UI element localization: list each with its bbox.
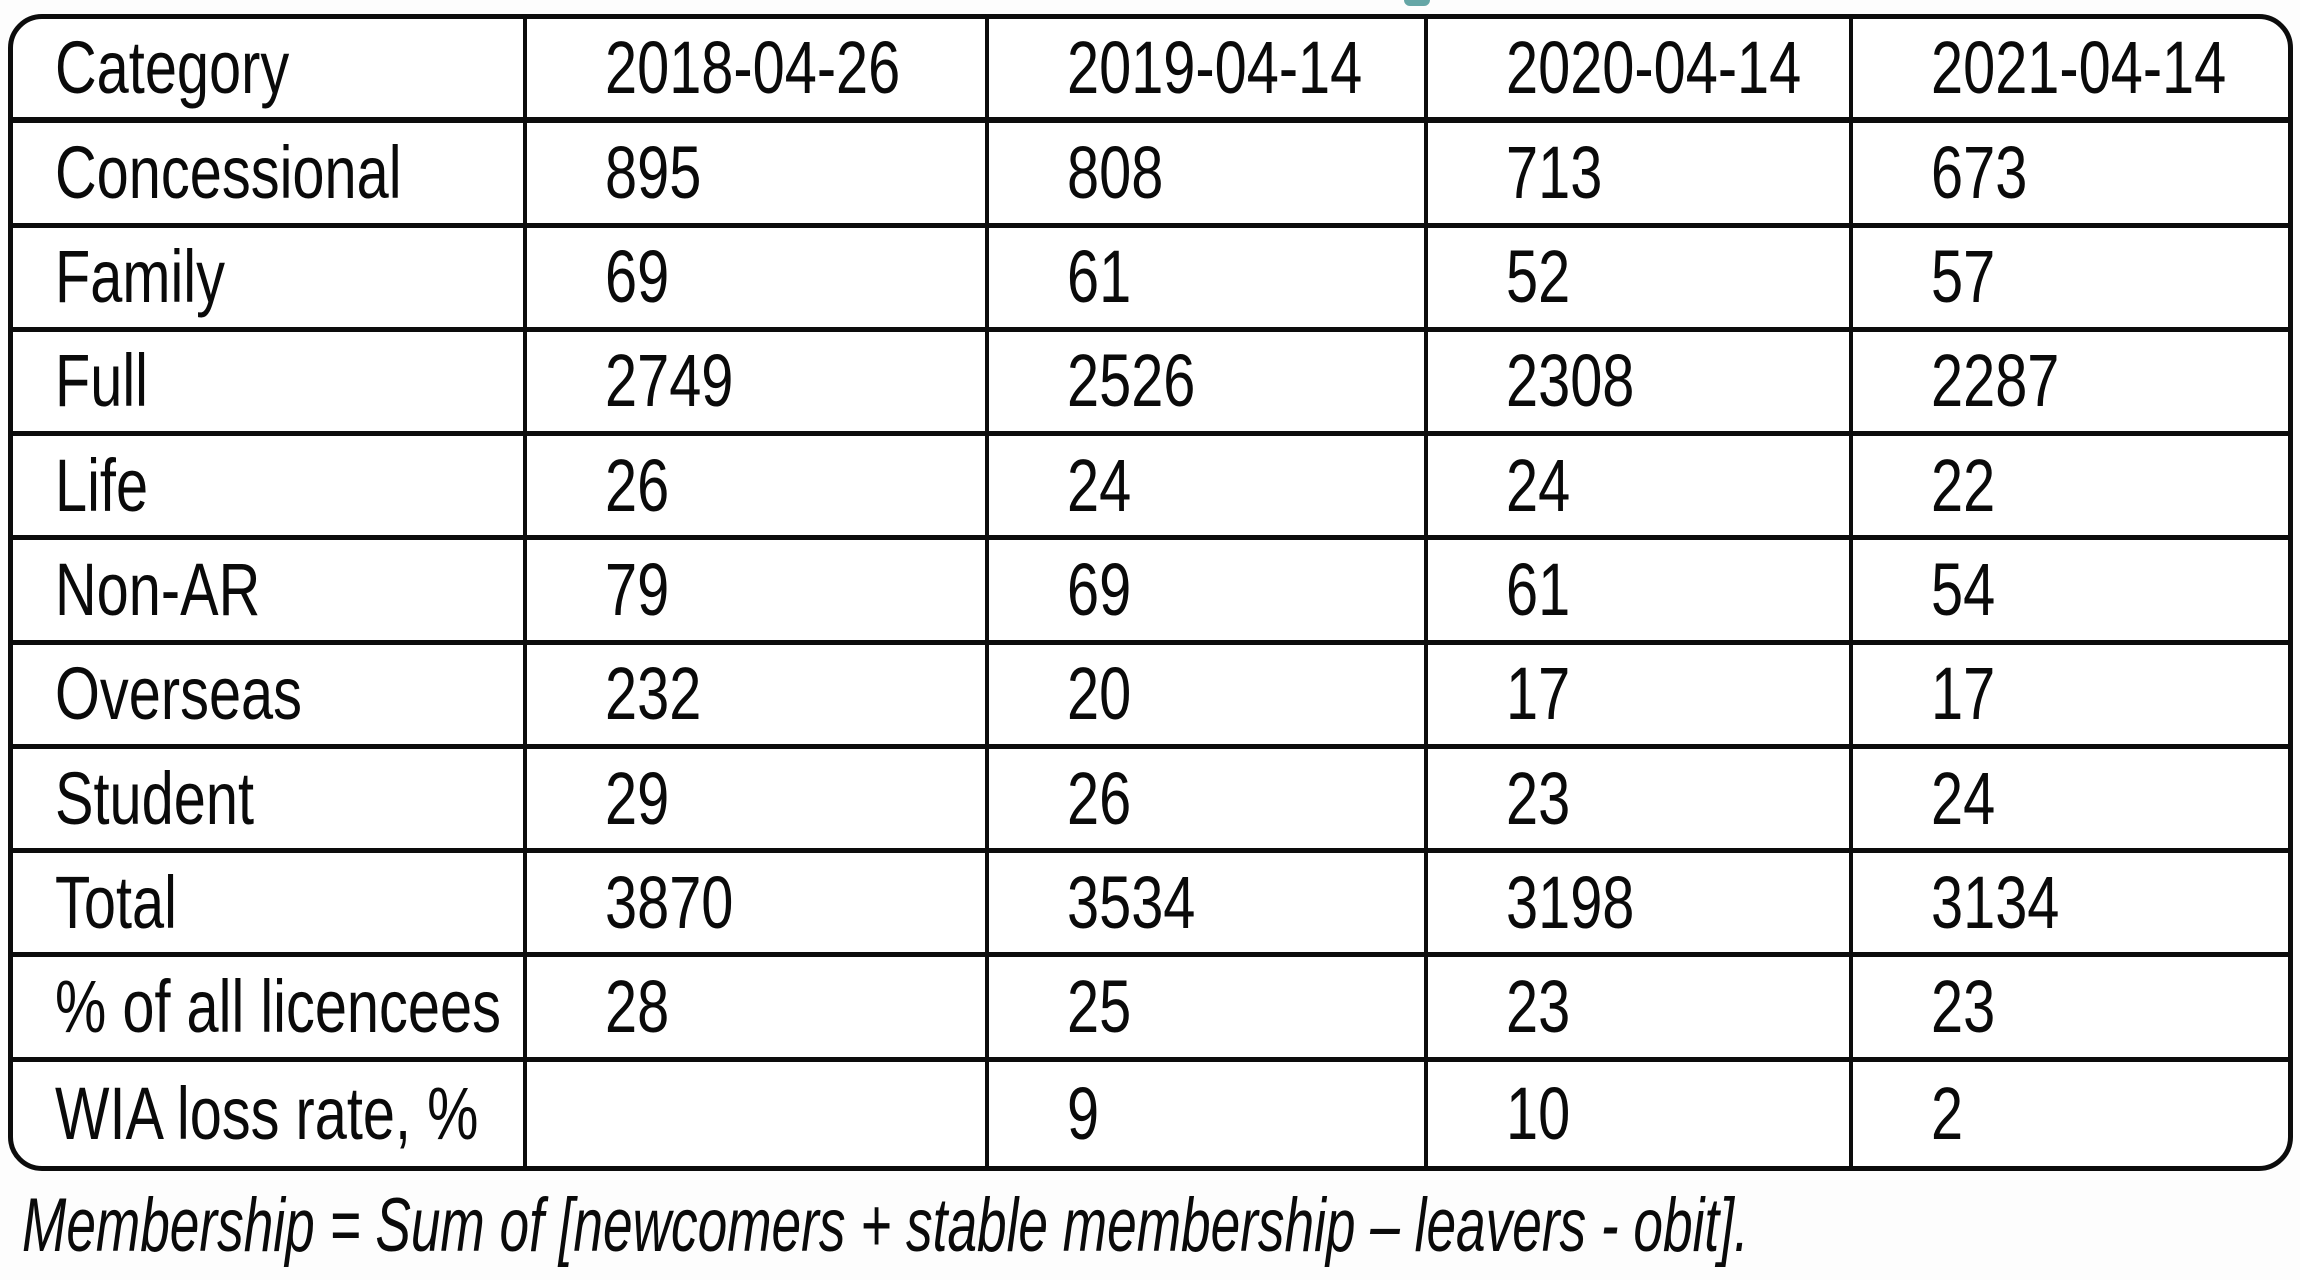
- membership-table: [8, 14, 2293, 1171]
- table-cell: [1428, 1062, 1853, 1166]
- cell-text: 23: [1931, 965, 1996, 1049]
- cell-text: 79: [605, 547, 670, 631]
- table-cell: [527, 957, 989, 1061]
- cell-text: 24: [1931, 756, 1996, 840]
- cell-text: 23: [1506, 965, 1571, 1049]
- column-header-2021: [1853, 19, 2288, 123]
- table-cell: [1428, 228, 1853, 332]
- row-label: [13, 749, 527, 853]
- table-cell: [1428, 540, 1853, 644]
- table-cell: [1853, 749, 2288, 853]
- cell-text: 22: [1931, 443, 1996, 527]
- table-cell: [527, 749, 989, 853]
- table-cell: [1853, 1062, 2288, 1166]
- cell-text: 713: [1506, 130, 1603, 214]
- row-label: [13, 957, 527, 1061]
- table-cell: [527, 853, 989, 957]
- cell-text: Life: [55, 443, 149, 527]
- cell-text: 24: [1066, 443, 1132, 527]
- cell-text: 3534: [1066, 860, 1196, 944]
- cell-text: Full: [55, 339, 149, 423]
- cell-text: 3134: [1931, 860, 2060, 944]
- table-cell: [989, 228, 1428, 332]
- cell-text: 26: [605, 443, 670, 527]
- cell-text: 808: [1066, 130, 1164, 214]
- row-label: [13, 853, 527, 957]
- cell-text: % of all licencees: [55, 965, 501, 1049]
- cell-text: 2: [1931, 1071, 1964, 1155]
- table-cell: [989, 332, 1428, 436]
- cell-text: 2526: [1066, 339, 1196, 423]
- table-cell: [989, 749, 1428, 853]
- cell-text: 232: [605, 652, 702, 736]
- header-text: 2018-04-26: [605, 26, 901, 110]
- table-cell: [1853, 332, 2288, 436]
- cell-text: 673: [1931, 130, 2028, 214]
- cell-text: 10: [1506, 1071, 1571, 1155]
- column-header-category: [13, 19, 527, 123]
- cell-text: 26: [1066, 756, 1132, 840]
- cell-text: 61: [1066, 235, 1132, 319]
- table-cell: [1853, 123, 2288, 227]
- table-cell: [527, 332, 989, 436]
- header-text: 2021-04-14: [1931, 26, 2227, 110]
- cell-text: 895: [605, 130, 702, 214]
- cell-text: Overseas: [55, 652, 303, 736]
- table-cell: [1428, 436, 1853, 540]
- table-cell: [989, 123, 1428, 227]
- table-cell: [1428, 123, 1853, 227]
- header-text: 2019-04-14: [1066, 26, 1363, 110]
- cell-text: 17: [1931, 652, 1996, 736]
- cell-text: Student: [55, 756, 254, 840]
- cell-text: 9: [1066, 1071, 1100, 1155]
- header-text: Category: [55, 26, 290, 110]
- header-text: 2020-04-14: [1506, 26, 1802, 110]
- row-label: [13, 123, 527, 227]
- cell-text: 52: [1506, 235, 1571, 319]
- cell-text: 2287: [1931, 339, 2060, 423]
- cell-text: 24: [1506, 443, 1571, 527]
- table-cell: [989, 645, 1428, 749]
- table-cell: [989, 436, 1428, 540]
- row-label: [13, 540, 527, 644]
- table-cell: [1853, 645, 2288, 749]
- cell-text: 69: [1066, 547, 1132, 631]
- cell-text: 2749: [605, 339, 734, 423]
- row-label: [13, 436, 527, 540]
- column-header-2019: [989, 19, 1428, 123]
- cell-text: 54: [1931, 547, 1996, 631]
- table-cell: [1853, 228, 2288, 332]
- table-cell: [989, 1062, 1428, 1166]
- column-header-2020: [1428, 19, 1853, 123]
- table-cell: [1853, 957, 2288, 1061]
- row-label: [13, 228, 527, 332]
- table-cell: [1428, 645, 1853, 749]
- table-cell: [989, 957, 1428, 1061]
- table-cell: [527, 123, 989, 227]
- cell-text: 20: [1066, 652, 1132, 736]
- table-cell: [527, 436, 989, 540]
- row-label: [13, 645, 527, 749]
- cell-text: 3870: [605, 860, 734, 944]
- table-cell: [989, 853, 1428, 957]
- table-cell: [527, 645, 989, 749]
- cell-text: 23: [1506, 756, 1571, 840]
- cell-text: 29: [605, 756, 670, 840]
- cropped-title-fragment: [1404, 0, 1430, 6]
- table-cell: [1428, 332, 1853, 436]
- footnote: [22, 1178, 2292, 1274]
- table-cell: [527, 228, 989, 332]
- table-cell: [1853, 853, 2288, 957]
- cell-text: 25: [1066, 965, 1132, 1049]
- column-header-2018: [527, 19, 989, 123]
- row-label: [13, 1062, 527, 1166]
- cell-text: 2308: [1506, 339, 1635, 423]
- table-cell: [1853, 436, 2288, 540]
- table-cell: [527, 540, 989, 644]
- cell-text: 17: [1506, 652, 1571, 736]
- cell-text: 3198: [1506, 860, 1635, 944]
- row-label: [13, 332, 527, 436]
- table-cell: [1428, 749, 1853, 853]
- cell-text: WIA loss rate, %: [55, 1071, 479, 1155]
- table-cell: [1428, 853, 1853, 957]
- footnote-text: Membership = Sum of [newcomers + stable membership – leavers - obit].: [22, 1183, 1749, 1268]
- table-cell: [989, 540, 1428, 644]
- cell-text: 28: [605, 965, 670, 1049]
- cell-text: Total: [55, 860, 177, 944]
- cell-text: Concessional: [55, 130, 402, 214]
- cell-text: Non-AR: [55, 547, 261, 631]
- cell-text: 61: [1506, 547, 1571, 631]
- table-cell: [1428, 957, 1853, 1061]
- table-cell: [1853, 540, 2288, 644]
- cell-text: 57: [1931, 235, 1996, 319]
- cell-text: Family: [55, 235, 225, 319]
- cell-text: 69: [605, 235, 670, 319]
- table-cell-empty: [527, 1062, 989, 1166]
